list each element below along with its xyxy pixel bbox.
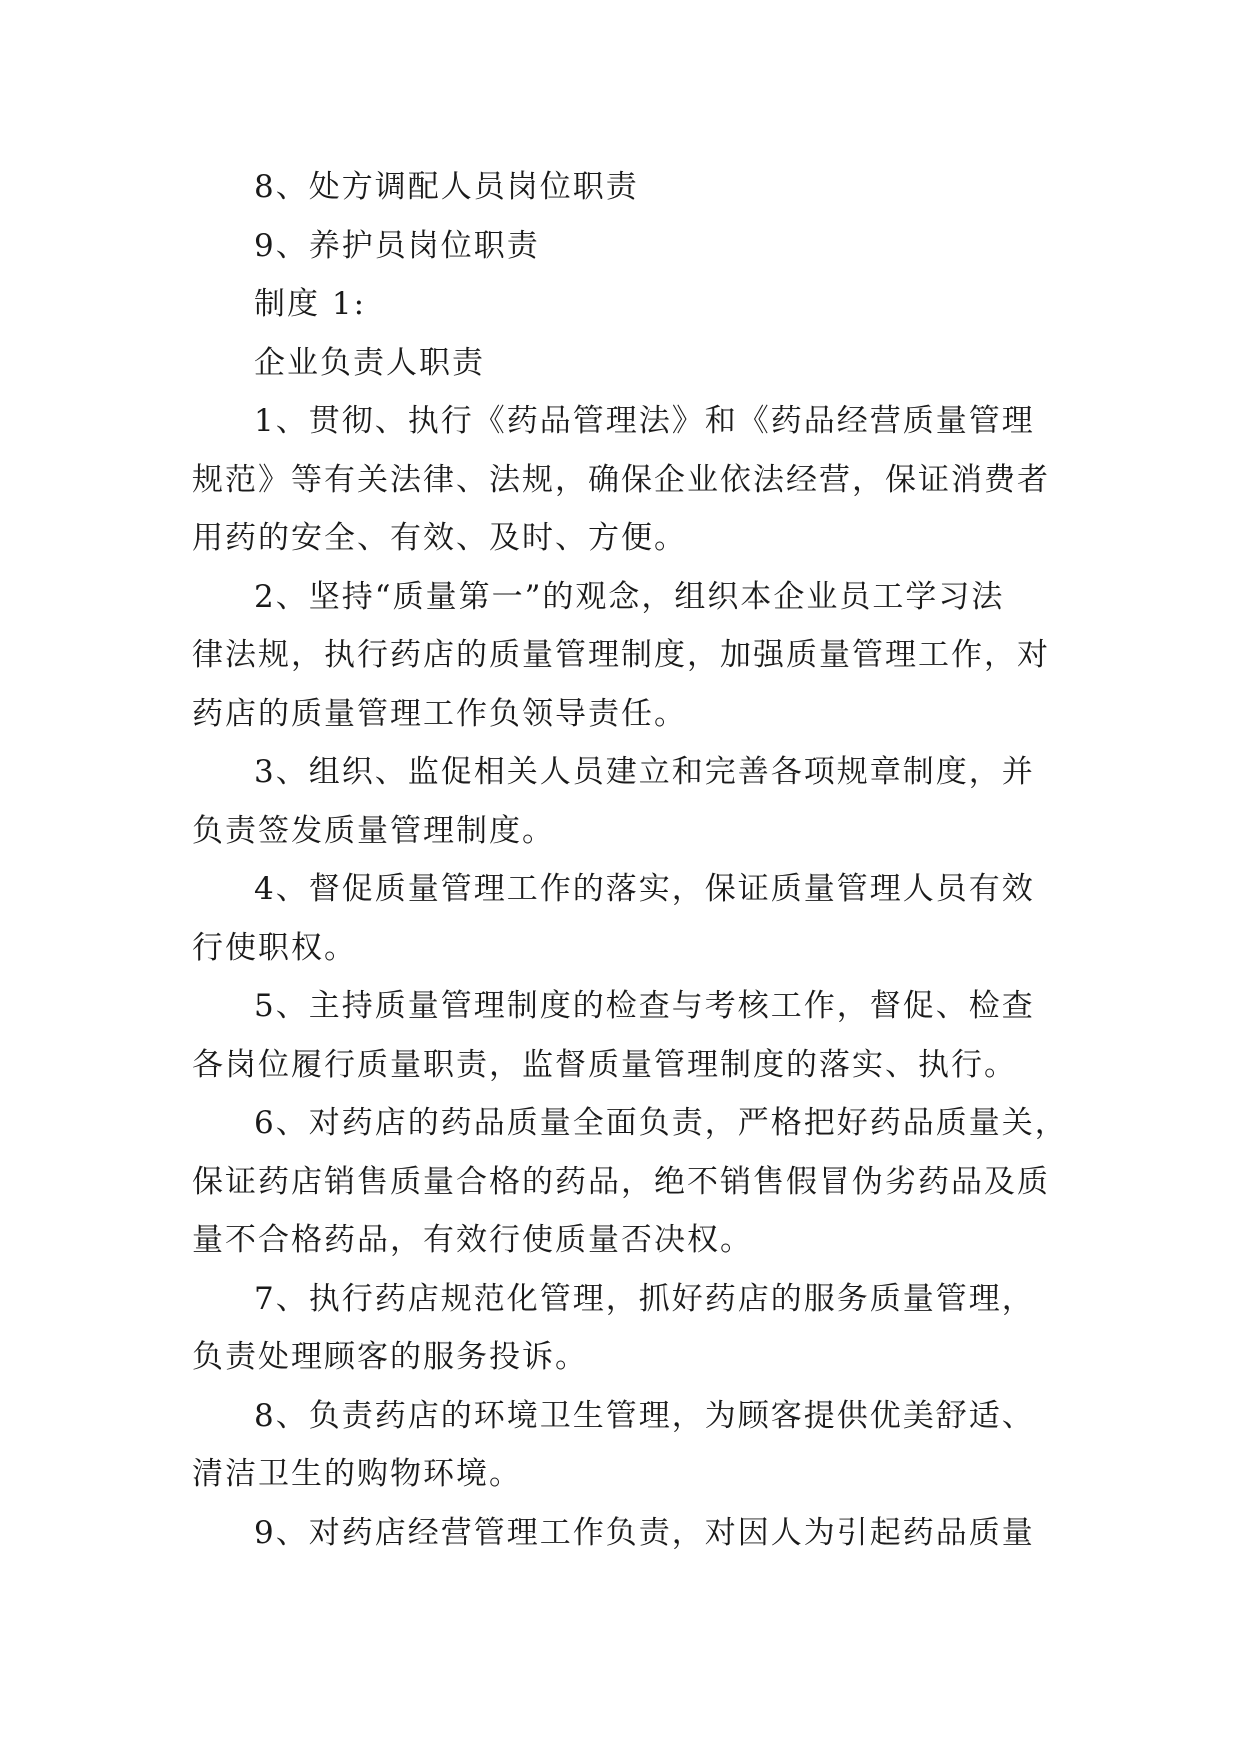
text-line: 9、养护员岗位职责 bbox=[254, 227, 540, 264]
text-line: 9、对药店经营管理工作负责，对因人为引起药品质量 bbox=[254, 1514, 1035, 1551]
document-body bbox=[192, 158, 1068, 1562]
text-line: 7、执行药店规范化管理，抓好药店的服务质量管理， bbox=[254, 1280, 1035, 1317]
text-line: 保证药店销售质量合格的药品，绝不销售假冒伪劣药品及质 bbox=[192, 1163, 1050, 1200]
text-line: 5、主持质量管理制度的检查与考核工作，督促、检查 bbox=[254, 988, 1035, 1024]
text-line: 8、处方调配人员岗位职责 bbox=[254, 169, 639, 205]
text-line: 规范》等有关法律、法规，确保企业依法经营，保证消费者 bbox=[192, 461, 1050, 498]
section-title: 企业负责人职责 bbox=[254, 344, 485, 381]
text-line: 3、组织、监促相关人员建立和完善各项规章制度，并 bbox=[254, 754, 1035, 790]
text-line: 6、对药店的药品质量全面负责，严格把好药品质量关， bbox=[254, 1105, 1068, 1141]
text-line: 用药的安全、有效、及时、方便。 bbox=[192, 520, 687, 556]
text-line: 各岗位履行质量职责，监督质量管理制度的落实、执行。 bbox=[192, 1046, 1017, 1083]
text-line: 4、督促质量管理工作的落实，保证质量管理人员有效 bbox=[254, 871, 1035, 907]
text-line: 量不合格药品，有效行使质量否决权。 bbox=[192, 1222, 753, 1258]
text-line: 负责处理顾客的服务投诉。 bbox=[192, 1339, 588, 1375]
text-line: 负责签发质量管理制度。 bbox=[192, 812, 555, 849]
text-line: 8、负责药店的环境卫生管理，为顾客提供优美舒适、 bbox=[254, 1397, 1035, 1434]
text-line: 2、坚持“质量第一”的观念，组织本企业员工学习法 bbox=[254, 578, 1005, 615]
text-line: 药店的质量管理工作负领导责任。 bbox=[192, 695, 687, 732]
text-line: 清洁卫生的购物环境。 bbox=[192, 1456, 522, 1492]
text-line: 1、贯彻、执行《药品管理法》和《药品经营质量管理 bbox=[254, 403, 1035, 439]
text-line: 律法规，执行药店的质量管理制度，加强质量管理工作，对 bbox=[192, 637, 1050, 673]
text-line: 行使职权。 bbox=[192, 929, 357, 966]
section-heading: 制度 1: bbox=[254, 286, 367, 322]
